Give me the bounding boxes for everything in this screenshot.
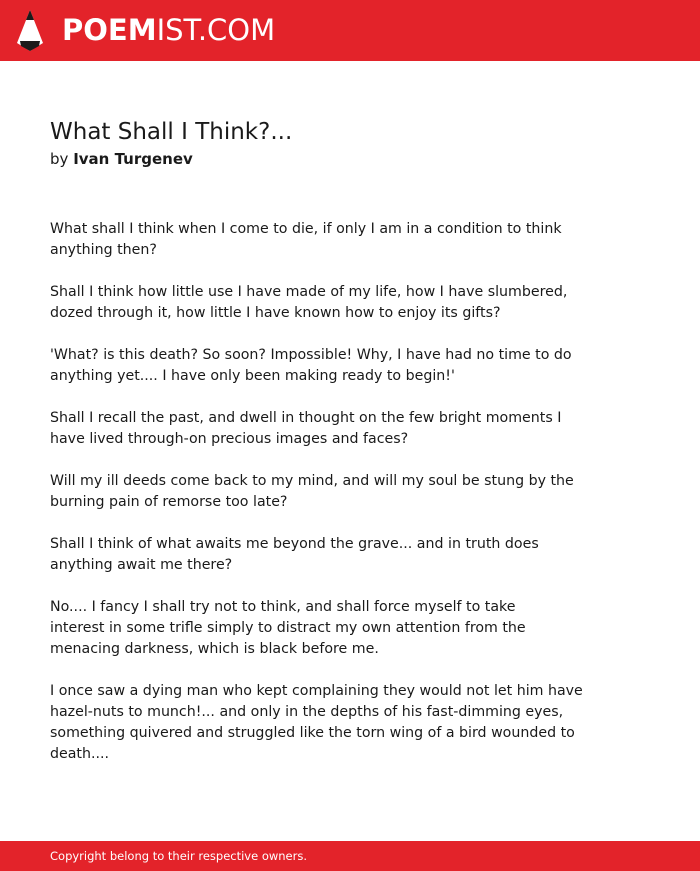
poem-line: death.... — [50, 746, 110, 762]
poem-line: menacing darkness, which is black before me. — [50, 641, 379, 657]
poem-line: What shall I think when I come to die, if only I am in a condition to think — [50, 221, 562, 237]
by-label: by — [50, 150, 69, 168]
copyright-notice: Copyright belong to their respective owners. — [50, 849, 308, 863]
poem-stanza — [50, 597, 570, 660]
poem-line: have lived through-on precious images and faces? — [50, 431, 409, 447]
poem-line: anything then? — [50, 242, 157, 258]
poem-line: something quivered and struggled like the torn wing of a bird wounded to — [50, 725, 575, 741]
site-logo[interactable] — [62, 11, 275, 49]
poem-stanza — [50, 219, 570, 261]
poem-title: What Shall I Think?... — [50, 119, 293, 145]
site-footer — [0, 841, 700, 871]
poem-line: Shall I think how little use I have made of my life, how I have slumbered, — [50, 284, 568, 300]
poem-line: Will my ill deeds come back to my mind, and will my soul be stung by the — [50, 473, 574, 489]
poem-stanza — [50, 345, 570, 387]
poem-line: burning pain of remorse too late? — [50, 494, 288, 510]
logo-text-light: IST.COM — [156, 13, 276, 47]
poem-stanza — [50, 408, 570, 450]
byline — [50, 148, 193, 170]
poem-stanza — [50, 471, 574, 513]
poem-line: Shall I think of what awaits me beyond the grave... and in truth does — [50, 536, 539, 552]
poem-line: dozed through it, how little I have known how to enjoy its gifts? — [50, 305, 501, 321]
poem-line: 'What? is this death? So soon? Impossible! Why, I have had no time to do — [50, 347, 572, 363]
poem-line: I once saw a dying man who kept complaining they would not let him have — [50, 683, 583, 699]
pencil-tip-icon[interactable] — [17, 10, 43, 51]
poem-stanza — [50, 681, 583, 765]
author-name: Ivan Turgenev — [73, 150, 193, 168]
poem-line: No.... I fancy I shall try not to think, and shall force myself to take — [50, 599, 516, 615]
poem-line: hazel-nuts to munch!... and only in the depths of his fast-dimming eyes, — [50, 704, 564, 720]
poem-line: anything await me there? — [50, 557, 233, 573]
poem-line: anything yet.... I have only been making ready to begin!' — [50, 368, 455, 384]
poem-stanza — [50, 282, 570, 324]
poem-body — [50, 219, 583, 786]
poem-line: interest in some trifle simply to distract my own attention from the — [50, 620, 526, 636]
logo-text-strong: POEM — [62, 13, 157, 47]
poem-stanza — [50, 534, 570, 576]
poem-line: Shall I recall the past, and dwell in thought on the few bright moments I — [50, 410, 562, 426]
site-header — [0, 0, 700, 61]
